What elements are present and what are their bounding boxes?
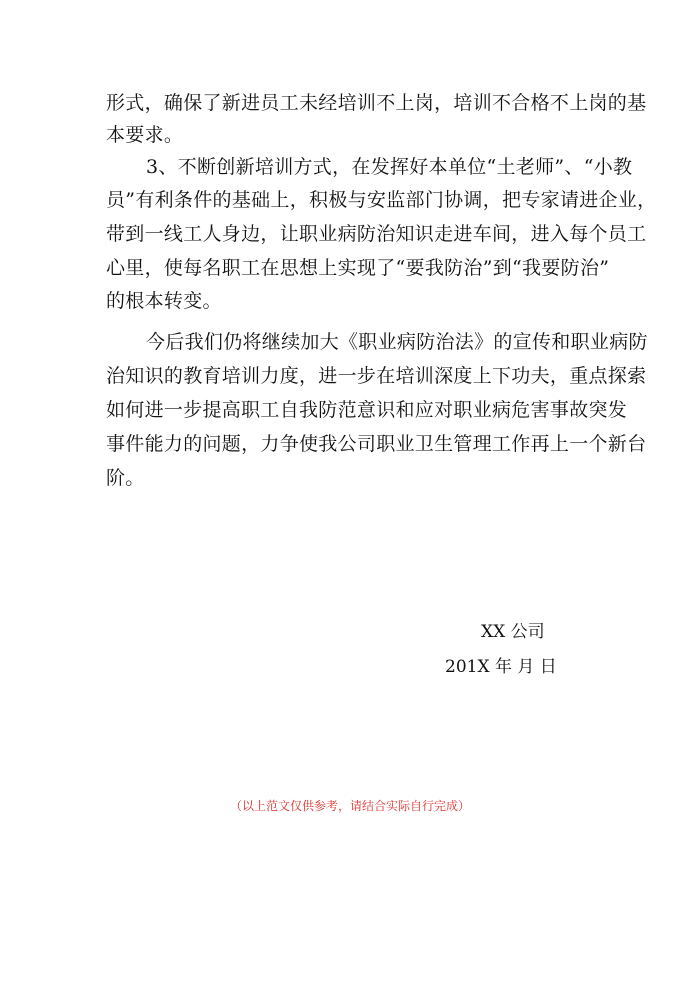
paragraph-line: 的根本转变。 <box>106 290 222 312</box>
paragraph-line: 治知识的教育培训力度，进一步在培训深度上下功夫，重点探索 <box>106 365 647 387</box>
signature-company: XX 公司 <box>481 622 545 642</box>
paragraph-line: 形式，确保了新进员工未经培训不上岗，培训不合格不上岗的基 <box>106 92 647 114</box>
paragraph-line: 如何进一步提高职工自我防范意识和应对职业病危害事故突发 <box>106 399 628 421</box>
signature-date: 201X 年 月 日 <box>445 657 557 677</box>
paragraph-line: 心里，使每名职工在思想上实现了“要我防治”到“我要防治” <box>106 257 610 279</box>
paragraph-line: 员”有利条件的基础上，积极与安监部门协调，把专家请进企业， <box>106 189 657 211</box>
paragraph-line: 事件能力的问题，力争使我公司职业卫生管理工作再上一个新台 <box>106 433 647 455</box>
paragraph-line: 阶。 <box>106 467 145 489</box>
paragraph-line: 今后我们仍将继续加大《职业病防治法》的宣传和职业病防 <box>146 331 648 353</box>
paragraph-line: 本要求。 <box>106 124 184 146</box>
footer-note: （以上范文仅供参考，请结合实际自行完成） <box>229 799 470 813</box>
paragraph-line: 带到一线工人身边，让职业病防治知识走进车间，进入每个员工 <box>106 223 647 245</box>
paragraph-line: 3、不断创新培训方式，在发挥好本单位“土老师”、“小教 <box>146 156 633 178</box>
